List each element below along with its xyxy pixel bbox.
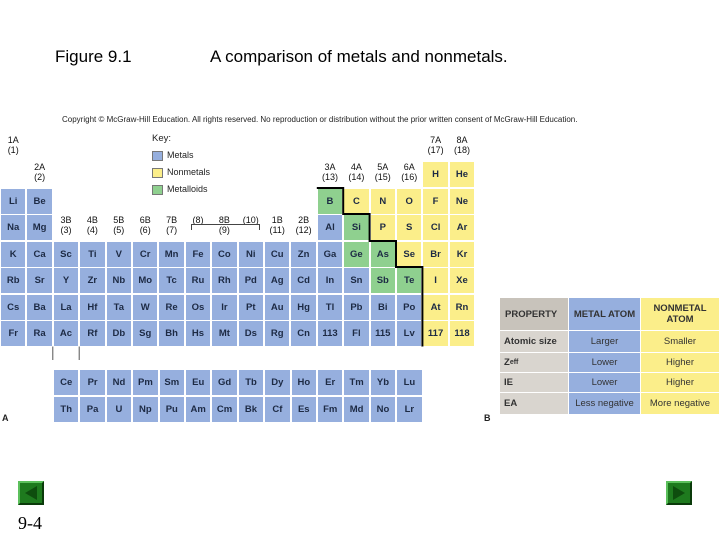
element-cell-rf: Rf bbox=[79, 320, 105, 347]
element-cell-n: N bbox=[370, 188, 396, 215]
panel-a-label: A bbox=[2, 413, 9, 423]
element-cell-rb: Rb bbox=[0, 267, 26, 294]
element-cell-u: U bbox=[106, 396, 132, 423]
table-property: IE bbox=[500, 373, 569, 393]
group-header: 3B (3) bbox=[53, 215, 79, 235]
group-header: 3A (13) bbox=[321, 162, 338, 182]
table-nonmetal-value: Smaller bbox=[641, 331, 720, 353]
element-cell-w: W bbox=[132, 294, 158, 321]
element-cell-pu: Pu bbox=[159, 396, 185, 423]
element-cell-li: Li bbox=[0, 188, 26, 215]
legend-swatch-metal bbox=[152, 151, 163, 161]
element-cell-c: C bbox=[343, 188, 369, 215]
element-cell-nb: Nb bbox=[106, 267, 132, 294]
element-cell-fl: Fl bbox=[343, 320, 369, 347]
element-cell-ti: Ti bbox=[79, 241, 105, 268]
element-cell-cl: Cl bbox=[422, 214, 448, 241]
next-slide-button[interactable] bbox=[666, 481, 692, 505]
element-cell-po: Po bbox=[396, 294, 422, 321]
element-cell-v: V bbox=[106, 241, 132, 268]
element-cell-no: No bbox=[370, 396, 396, 423]
element-cell-sm: Sm bbox=[159, 369, 185, 396]
element-cell-re: Re bbox=[158, 294, 184, 321]
element-cell-xe: Xe bbox=[449, 267, 475, 294]
element-cell-rn: Rn bbox=[449, 294, 475, 321]
element-cell-f: F bbox=[422, 188, 448, 215]
element-cell-pa: Pa bbox=[79, 396, 105, 423]
table-property: Z eff bbox=[500, 353, 569, 373]
element-cell-rg: Rg bbox=[264, 320, 290, 347]
legend-swatch-metalloid bbox=[152, 185, 163, 195]
element-cell-cf: Cf bbox=[264, 396, 290, 423]
group-header: 2A (2) bbox=[34, 162, 46, 182]
element-cell-tc: Tc bbox=[158, 267, 184, 294]
element-cell-sn: Sn bbox=[343, 267, 369, 294]
group-header: 8A (18) bbox=[453, 135, 470, 155]
element-cell-la: La bbox=[53, 294, 79, 321]
element-cell-kr: Kr bbox=[449, 241, 475, 268]
element-cell-sg: Sg bbox=[132, 320, 158, 347]
element-cell-s: S bbox=[396, 214, 422, 241]
table-nonmetal-value: Higher bbox=[641, 353, 720, 373]
comparison-table bbox=[500, 298, 720, 422]
element-cell-113: 113 bbox=[317, 320, 343, 347]
group-header: 6A (16) bbox=[401, 162, 418, 182]
group-header: (10) bbox=[238, 215, 264, 225]
group-header: 1B (11) bbox=[264, 215, 290, 235]
legend-swatch-nonmetal bbox=[152, 168, 163, 178]
element-cell-si: Si bbox=[343, 214, 369, 241]
group-header: 5B (5) bbox=[106, 215, 132, 235]
element-cell-mo: Mo bbox=[132, 267, 158, 294]
table-header-0: PROPERTY bbox=[500, 298, 569, 331]
element-cell-ra: Ra bbox=[26, 320, 52, 347]
element-cell-np: Np bbox=[132, 396, 158, 423]
element-cell-lu: Lu bbox=[396, 369, 422, 396]
element-cell-mn: Mn bbox=[158, 241, 184, 268]
group-header: 4A (14) bbox=[348, 162, 365, 182]
element-cell-br: Br bbox=[422, 241, 448, 268]
element-cell-cr: Cr bbox=[132, 241, 158, 268]
legend-label-metal: Metals bbox=[167, 150, 194, 160]
element-cell-eu: Eu bbox=[185, 369, 211, 396]
element-cell-h: H bbox=[422, 161, 448, 188]
element-cell-he: He bbox=[449, 161, 475, 188]
element-cell-117: 117 bbox=[422, 320, 448, 347]
element-cell-te: Te bbox=[396, 267, 422, 294]
element-cell-p: P bbox=[370, 214, 396, 241]
triangle-left-icon bbox=[20, 483, 42, 503]
element-cell-pr: Pr bbox=[79, 369, 105, 396]
group-8b-bracket bbox=[191, 224, 260, 230]
element-cell-bk: Bk bbox=[238, 396, 264, 423]
element-cell-at: At bbox=[422, 294, 448, 321]
element-cell-nd: Nd bbox=[106, 369, 132, 396]
element-cell-ag: Ag bbox=[264, 267, 290, 294]
table-property: EA bbox=[500, 393, 569, 415]
element-cell-bh: Bh bbox=[158, 320, 184, 347]
element-cell-y: Y bbox=[53, 267, 79, 294]
element-cell-hg: Hg bbox=[290, 294, 316, 321]
copyright-notice: Copyright © McGraw-Hill Education. All rights reserved. No reproduction or distribution without the prior written consent of McGraw-Hill Education. bbox=[62, 115, 578, 124]
element-cell-es: Es bbox=[291, 396, 317, 423]
group-header: 7A (17) bbox=[427, 135, 444, 155]
element-cell-ru: Ru bbox=[185, 267, 211, 294]
element-cell-in: In bbox=[317, 267, 343, 294]
element-cell-ta: Ta bbox=[106, 294, 132, 321]
element-cell-am: Am bbox=[185, 396, 211, 423]
element-cell-yb: Yb bbox=[370, 369, 396, 396]
element-cell-ba: Ba bbox=[26, 294, 52, 321]
group-header: 8B (9) bbox=[211, 215, 237, 235]
element-cell-cd: Cd bbox=[290, 267, 316, 294]
table-header-1: METAL ATOM bbox=[569, 298, 641, 331]
legend-label-metalloid: Metalloids bbox=[167, 184, 208, 194]
element-cell-sc: Sc bbox=[53, 241, 79, 268]
element-cell-as: As bbox=[370, 241, 396, 268]
element-cell-118: 118 bbox=[449, 320, 475, 347]
triangle-right-icon bbox=[668, 483, 690, 503]
legend-title: Key: bbox=[152, 133, 172, 144]
group-header: 6B (6) bbox=[132, 215, 158, 235]
group-header: 7B (7) bbox=[158, 215, 184, 235]
element-cell-mt: Mt bbox=[211, 320, 237, 347]
element-cell-zr: Zr bbox=[79, 267, 105, 294]
table-metal-value: Lower bbox=[569, 373, 641, 393]
element-cell-er: Er bbox=[317, 369, 343, 396]
element-cell-ni: Ni bbox=[238, 241, 264, 268]
element-cell-fe: Fe bbox=[185, 241, 211, 268]
element-cell-pb: Pb bbox=[343, 294, 369, 321]
group-header: 5A (15) bbox=[374, 162, 391, 182]
element-cell-lv: Lv bbox=[396, 320, 422, 347]
element-cell-cu: Cu bbox=[264, 241, 290, 268]
element-cell-115: 115 bbox=[370, 320, 396, 347]
element-cell-mg: Mg bbox=[26, 214, 52, 241]
legend-label-nonmetal: Nonmetals bbox=[167, 167, 211, 177]
element-cell-ge: Ge bbox=[343, 241, 369, 268]
element-cell-hs: Hs bbox=[185, 320, 211, 347]
element-cell-hf: Hf bbox=[79, 294, 105, 321]
element-cell-na: Na bbox=[0, 214, 26, 241]
element-cell-al: Al bbox=[317, 214, 343, 241]
element-cell-k: K bbox=[0, 241, 26, 268]
element-cell-ac: Ac bbox=[53, 320, 79, 347]
element-cell-ne: Ne bbox=[449, 188, 475, 215]
element-cell-db: Db bbox=[106, 320, 132, 347]
element-cell-be: Be bbox=[26, 188, 52, 215]
previous-slide-button[interactable] bbox=[18, 481, 44, 505]
element-cell-os: Os bbox=[185, 294, 211, 321]
element-cell-tb: Tb bbox=[238, 369, 264, 396]
element-cell-th: Th bbox=[53, 396, 79, 423]
element-cell-ir: Ir bbox=[211, 294, 237, 321]
table-metal-value: Less negative bbox=[569, 393, 641, 415]
element-cell-cs: Cs bbox=[0, 294, 26, 321]
table-property: Atomic size bbox=[500, 331, 569, 353]
element-cell-o: O bbox=[396, 188, 422, 215]
element-cell-au: Au bbox=[264, 294, 290, 321]
element-cell-se: Se bbox=[396, 241, 422, 268]
element-cell-ce: Ce bbox=[53, 369, 79, 396]
element-cell-ho: Ho bbox=[291, 369, 317, 396]
group-header: 2B (12) bbox=[290, 215, 316, 235]
element-cell-pm: Pm bbox=[132, 369, 158, 396]
element-cell-md: Md bbox=[343, 396, 369, 423]
element-cell-fr: Fr bbox=[0, 320, 26, 347]
element-cell-bi: Bi bbox=[370, 294, 396, 321]
figure-label: Figure 9.1 bbox=[55, 47, 132, 66]
element-cell-cn: Cn bbox=[290, 320, 316, 347]
element-cell-b: B bbox=[317, 188, 343, 215]
table-header-2: NONMETAL ATOM bbox=[641, 298, 720, 331]
element-cell-tm: Tm bbox=[343, 369, 369, 396]
group-header: 1A (1) bbox=[7, 135, 19, 155]
element-cell-i: I bbox=[422, 267, 448, 294]
page-number: 9-4 bbox=[18, 513, 42, 533]
element-cell-ar: Ar bbox=[449, 214, 475, 241]
element-cell-sr: Sr bbox=[26, 267, 52, 294]
element-cell-ca: Ca bbox=[26, 241, 52, 268]
table-nonmetal-value: Higher bbox=[641, 373, 720, 393]
element-cell-ga: Ga bbox=[317, 241, 343, 268]
element-cell-dy: Dy bbox=[264, 369, 290, 396]
element-cell-rh: Rh bbox=[211, 267, 237, 294]
element-cell-gd: Gd bbox=[211, 369, 237, 396]
group-header: (8) bbox=[185, 215, 211, 225]
element-cell-ds: Ds bbox=[238, 320, 264, 347]
element-cell-lr: Lr bbox=[396, 396, 422, 423]
element-cell-cm: Cm bbox=[211, 396, 237, 423]
element-cell-tl: Tl bbox=[317, 294, 343, 321]
element-cell-pt: Pt bbox=[238, 294, 264, 321]
group-header: 4B (4) bbox=[79, 215, 105, 235]
element-cell-co: Co bbox=[211, 241, 237, 268]
table-metal-value: Lower bbox=[569, 353, 641, 373]
panel-b-label: B bbox=[484, 413, 491, 423]
table-metal-value: Larger bbox=[569, 331, 641, 353]
element-cell-fm: Fm bbox=[317, 396, 343, 423]
element-cell-zn: Zn bbox=[290, 241, 316, 268]
element-cell-pd: Pd bbox=[238, 267, 264, 294]
figure-title: A comparison of metals and nonmetals. bbox=[210, 47, 508, 66]
element-cell-sb: Sb bbox=[370, 267, 396, 294]
table-nonmetal-value: More negative bbox=[641, 393, 720, 415]
